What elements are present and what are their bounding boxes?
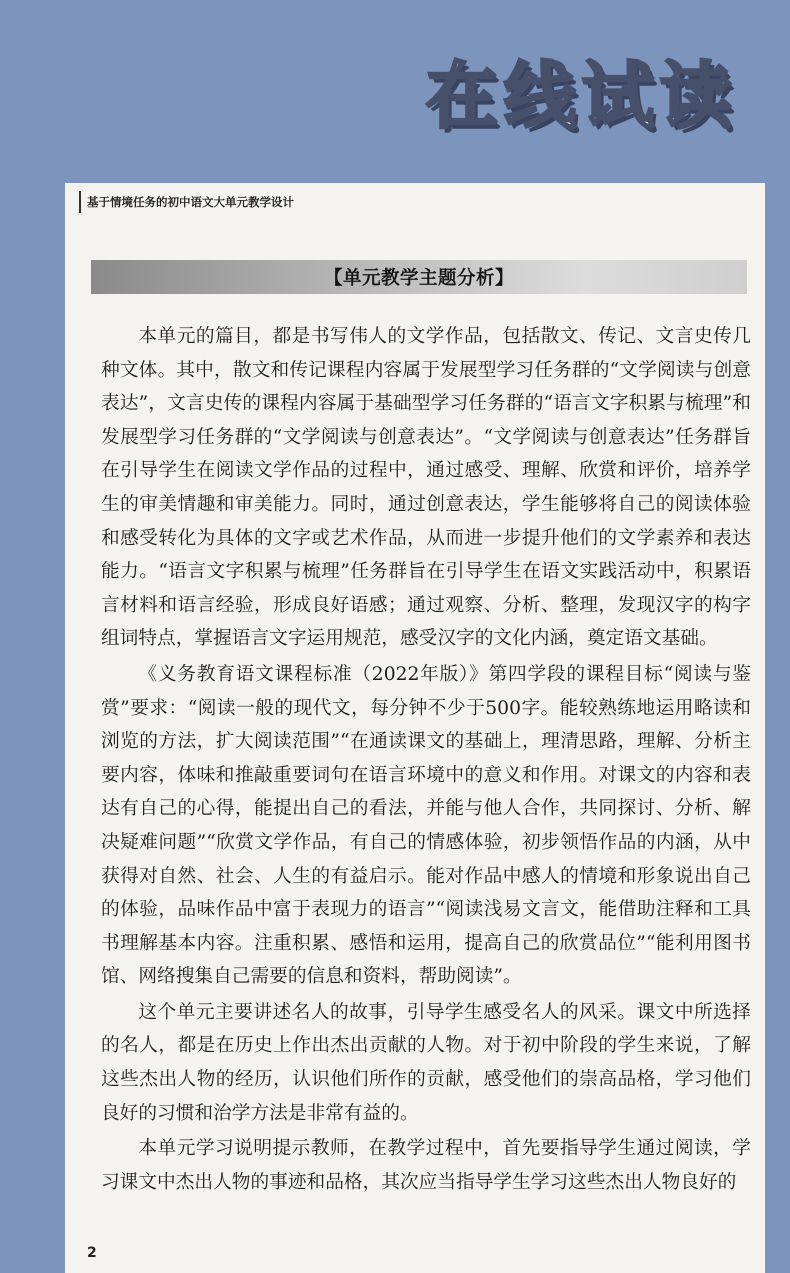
page-number: 2: [87, 1245, 97, 1261]
paragraph: 本单元学习说明提示教师，在教学过程中，首先要指导学生通过阅读，学习课文中杰出人物的事迹和品格，其次应当指导学生学习这些杰出人物良好的: [101, 1138, 751, 1193]
section-title: 【单元教学主题分析】: [323, 268, 514, 289]
paragraph: 《义务教育语文课程标准（2022年版）》第四学段的课程目标“阅读与鉴赏”要求：“阅读一般的现代文，每分钟不少于500字。能较熟练地运用略读和浏览的方法，扩大阅读范围”“在通读课文的基础上，理清思路，理解、分析主要内容，体味和推敲重要词句在语言环境中的意义和作用。对课文的内容和表达有自己的心得，能提出自己的看法，并能与他人合作，共同探讨、分析、解决疑难问题”“欣赏文学作品，有自己的情感体验，初步领悟作品的内涵，从中获得对自然、社会、人生的有益启示。能对作品中感人的情境和形象说出自己的体验，品味作品中富于表现力的语言”“阅读浅易文言文，能借助注释和工具书理解基本内容。注重积累、感悟和运用，提高自己的欣赏品位”“能利用图书馆、网络搜集自己需要的信息和资料，帮助阅读”。: [101, 663, 751, 988]
running-header: 基于情境任务的初中语文大单元教学设计: [79, 191, 294, 213]
section-heading-bar: [91, 260, 747, 294]
book-page: [65, 183, 765, 1273]
paragraph: 本单元的篇目，都是书写伟人的文学作品，包括散文、传记、文言史传几种文体。其中，散文和传记课程内容属于发展型学习任务群的“文学阅读与创意表达”，文言史传的课程内容属于基础型学习任务群的“语言文字积累与梳理”和发展型学习任务群的“文学阅读与创意表达”。“文学阅读与创意表达”任务群旨在引导学生在阅读文学作品的过程中，通过感受、理解、欣赏和评价，培养学生的审美情趣和审美能力。同时，通过创意表达，学生能够将自己的阅读体验和感受转化为具体的文字或艺术作品，从而进一步提升他们的文学素养和表达能力。“语言文字积累与梳理”任务群旨在引导学生在语文实践活动中，积累语言材料和语言经验，形成良好语感；通过观察、分析、整理，发现汉字的构字组词特点，掌握语言文字运用规范，感受汉字的文化内涵，奠定语文基础。: [101, 326, 751, 650]
paragraph: 这个单元主要讲述名人的故事，引导学生感受名人的风采。课文中所选择的名人，都是在历史上作出杰出贡献的人物。对于初中阶段的学生来说，了解这些杰出人物的经历，认识他们所作的贡献，感受他们的崇高品格，学习他们良好的习惯和治学方法是非常有益的。: [101, 1001, 751, 1124]
body-text: [101, 320, 751, 1201]
banner-title: 在线试读: [425, 54, 738, 138]
